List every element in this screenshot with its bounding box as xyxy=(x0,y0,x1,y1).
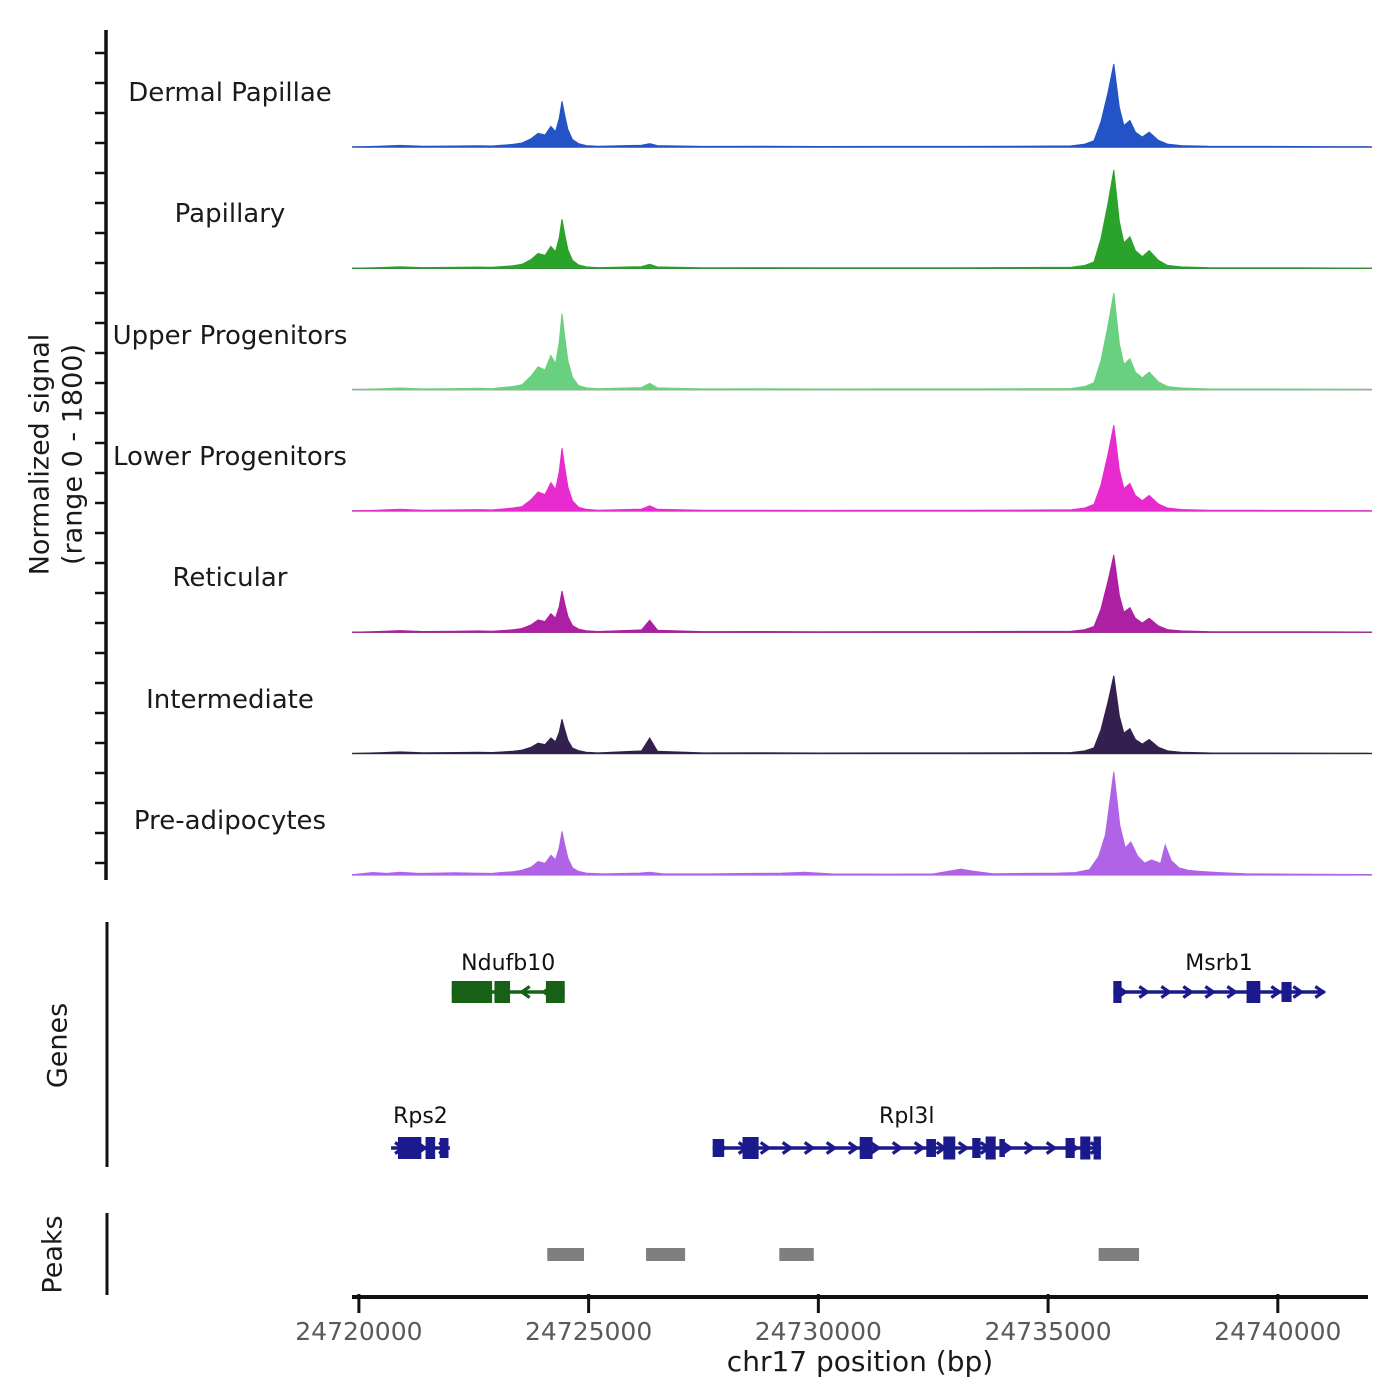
gene-exon-rpl3l xyxy=(1080,1137,1090,1160)
gene-exon-rpl3l xyxy=(1066,1138,1075,1158)
signal-track-pre-adipocytes xyxy=(352,772,1372,875)
x-axis-tick-label: 24720000 xyxy=(295,1317,423,1346)
gene-exon-rpl3l xyxy=(943,1137,955,1160)
x-axis-title: chr17 position (bp) xyxy=(726,1345,994,1378)
gene-exon-ndufb10 xyxy=(494,981,510,1003)
gene-exon-rpl3l xyxy=(972,1138,980,1158)
gene-exon-rpl3l xyxy=(926,1139,936,1157)
track-label-lower-progenitors: Lower Progenitors xyxy=(113,442,347,472)
peak-interval xyxy=(779,1248,813,1261)
peak-interval xyxy=(547,1248,584,1261)
gene-exon-rpl3l xyxy=(999,1139,1005,1157)
gene-exon-rpl3l xyxy=(860,1137,873,1159)
gene-exon-rps2 xyxy=(426,1137,436,1159)
gene-exon-rps2 xyxy=(398,1137,421,1159)
gene-label-rps2: Rps2 xyxy=(393,1104,448,1129)
track-label-reticular: Reticular xyxy=(172,563,288,593)
signal-track-dermal-papillae xyxy=(352,64,1372,147)
y-axis-label-line2: (range 0 - 1800) xyxy=(57,344,89,565)
gene-exon-ndufb10 xyxy=(546,981,565,1003)
x-axis-tick-label: 24730000 xyxy=(754,1317,882,1346)
track-label-dermal-papillae: Dermal Papillae xyxy=(128,78,332,108)
track-label-pre-adipocytes: Pre-adipocytes xyxy=(133,806,327,836)
gene-exon-ndufb10 xyxy=(452,981,492,1003)
genes-section-label: Genes xyxy=(42,1002,74,1089)
gene-exon-msrb1 xyxy=(1281,982,1291,1002)
gene-exon-rpl3l xyxy=(713,1139,724,1157)
gene-exon-rpl3l xyxy=(1094,1137,1101,1160)
x-axis-tick-label: 24740000 xyxy=(1214,1317,1342,1346)
track-label-upper-progenitors: Upper Progenitors xyxy=(112,321,348,351)
x-axis-tick-label: 24725000 xyxy=(524,1317,653,1346)
gene-exon-msrb1 xyxy=(1247,981,1261,1003)
gene-exon-rpl3l xyxy=(743,1137,759,1159)
signal-track-papillary xyxy=(352,170,1372,268)
signal-track-intermediate xyxy=(352,676,1372,754)
signal-track-reticular xyxy=(352,555,1372,632)
track-label-intermediate: Intermediate xyxy=(146,685,314,715)
track-label-papillary: Papillary xyxy=(174,199,286,229)
signal-track-lower-progenitors xyxy=(352,425,1372,511)
peaks-section-label: Peaks xyxy=(37,1215,69,1294)
gene-label-rpl3l: Rpl3l xyxy=(879,1104,935,1129)
peak-interval xyxy=(646,1248,685,1261)
gene-exon-rps2 xyxy=(440,1138,449,1158)
gene-label-ndufb10: Ndufb10 xyxy=(461,951,556,976)
peak-interval xyxy=(1099,1248,1139,1261)
gene-exon-rpl3l xyxy=(986,1137,996,1160)
gene-exon-msrb1 xyxy=(1113,981,1121,1003)
y-axis-label-line1: Normalized signal xyxy=(24,333,56,576)
signal-track-upper-progenitors xyxy=(352,293,1372,390)
gene-label-msrb1: Msrb1 xyxy=(1185,951,1253,976)
x-axis-tick-label: 24735000 xyxy=(984,1317,1112,1346)
